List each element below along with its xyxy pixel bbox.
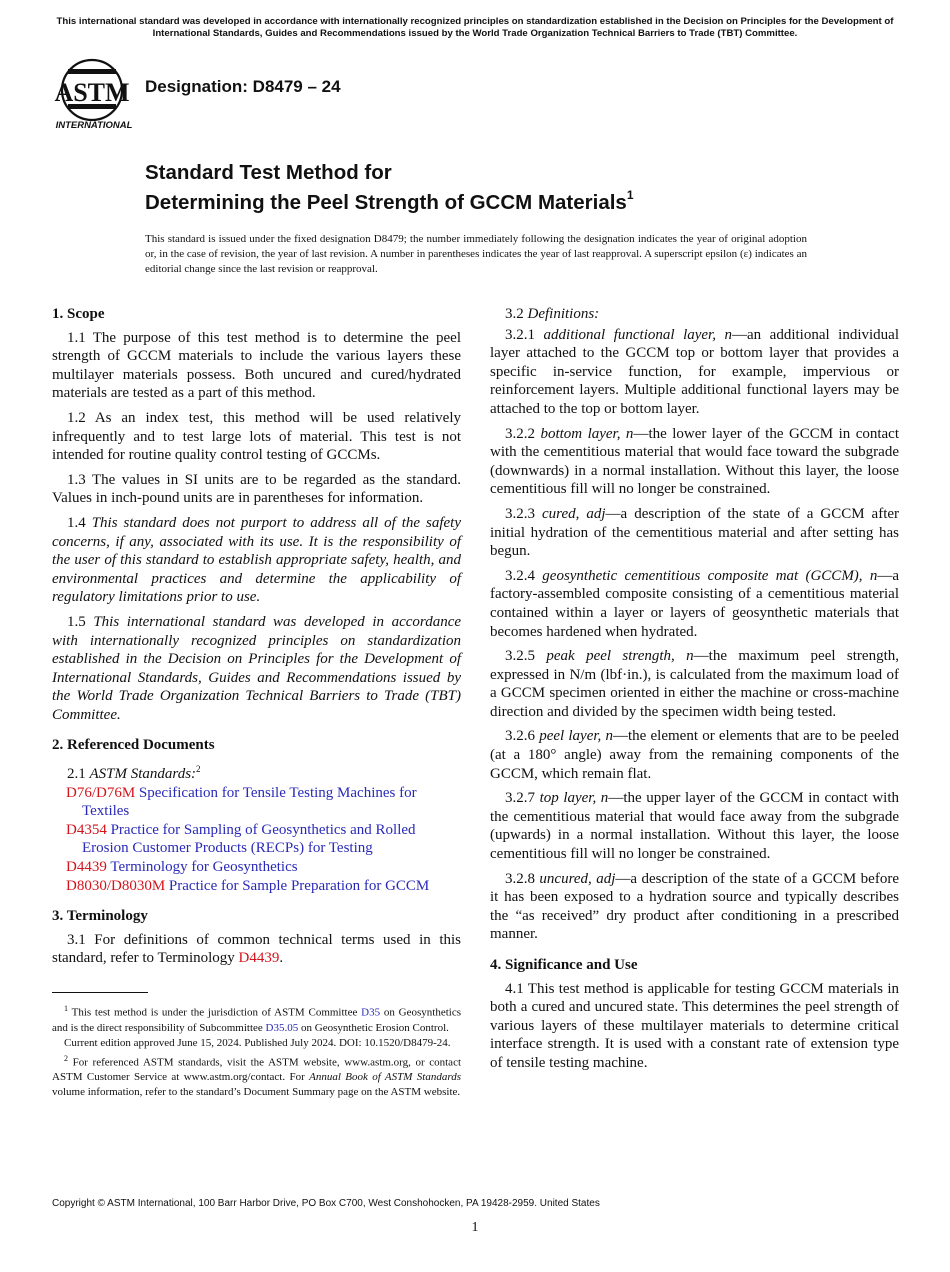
section-heading-significance: 4. Significance and Use bbox=[490, 957, 638, 973]
ref-item[interactable]: D8030/D8030M Practice for Sample Preparation for GCCM bbox=[66, 877, 430, 894]
footnote-link-d35[interactable]: D35 bbox=[361, 1006, 381, 1019]
ref-item[interactable]: D76/D76M Specification for Tensile Testing Machines for Textiles bbox=[66, 784, 417, 820]
title-text: Determining the Peel Strength of GCCM Materials bbox=[145, 190, 627, 214]
footnote-link-d35-05[interactable]: D35.05 bbox=[265, 1021, 299, 1034]
section-heading-referenced: 2. Referenced Documents bbox=[52, 737, 215, 754]
para-4-1: 4.1 This test method is applicable for testing GCCM materials in both a cured and uncured state. This determines the peel strength of various layers of these multilayer materials to determine critical interface strength. It is used with a constant rate of extension type of tensile testing machine. bbox=[490, 980, 899, 1071]
right-column bbox=[490, 305, 899, 1079]
section-heading-terminology: 3. Terminology bbox=[52, 908, 148, 925]
definition-3-2-7: 3.2.7 top layer, n—the upper layer of the GCCM in contact with the cementitious material that would face away from the subgrade (upwards) in a normal installation. Without this layer, the loose cementitious fill will no longer be constrained. bbox=[490, 790, 900, 863]
para-1-3: 1.3 The values in SI units are to be regarded as the standard. Values in inch-pound units are in parentheses for information. bbox=[52, 471, 461, 507]
title-footnote-ref[interactable]: 1 bbox=[626, 188, 634, 202]
astm-logo bbox=[54, 56, 134, 132]
para-1-4: 1.4 This standard does not purport to address all of the safety concerns, if any, associated with its use. It is the responsibility of the user of this standard to establish appropriate safety, health, and environmental practices and determine the applicability of regulatory limitations prior to use. bbox=[52, 514, 462, 606]
para-1-2: 1.2 As an index test, this method will be used relatively infrequently and to test large lots of material. This test is not intended for routine quality control testing of GCCMs. bbox=[52, 409, 461, 464]
definition-3-2-4: 3.2.4 geosynthetic cementitious composite mat (GCCM), n—a factory-assembled composite consisting of a cementitious material contained within a layer or layers of geosynthetic materials that becomes hardened when hydrated. bbox=[490, 567, 900, 640]
para-3-1: 3.1 For definitions of common technical terms used in this standard, refer to Terminology D4439. bbox=[52, 931, 461, 967]
title-line-1: Standard Test Method for bbox=[145, 161, 392, 184]
page-number: 1 bbox=[471, 1220, 479, 1235]
footnote-divider bbox=[52, 992, 148, 993]
definition-3-2-3: 3.2.3 cured, adj—a description of the state of a GCCM after initial hydration of the cementitious material and after setting has begun. bbox=[490, 505, 900, 560]
left-column bbox=[52, 305, 461, 974]
top-notice: This international standard was developed in accordance with internationally recognized principles on standardization established in the Decision on Principles for the Development of International Standards, Guides and Recommendations issued by the World Trade Organization Technical Barriers to Trade (TBT) Committee. bbox=[56, 16, 894, 39]
definition-3-2-2: 3.2.2 bottom layer, n—the lower layer of the GCCM in contact with the cementitious material that would face toward the subgrade (downwards) in a normal installation. Without this layer, the loose cementitious fill will no longer be constrained. bbox=[490, 425, 900, 498]
ref-item[interactable]: D4354 Practice for Sampling of Geosynthetics and Rolled Erosion Customer Products (RECPs) for Testing bbox=[66, 821, 416, 857]
para-1-1: 1.1 The purpose of this test method is to determine the peel strength of GCCM materials to include the various layers these multilayer materials possess. Both uncured and cured/hydrated materials are tested as a part of this method. bbox=[52, 329, 461, 402]
ref-item[interactable]: D4439 Terminology for Geosynthetics bbox=[66, 859, 298, 876]
logo-text: INTERNATIONAL bbox=[55, 120, 133, 131]
copyright: Copyright © ASTM International, 100 Barr Harbor Drive, PO Box C700, West Conshohocken, PA 19428-2959. United States bbox=[52, 1198, 600, 1209]
footnote-2: $^2$ For referenced ASTM standards, visit the ASTM website, www.astm.org, or contact ASTM Customer Service at www.astm.org/contact. For Annual Book of ASTM Standards volume information, refer to the standard’s Document Summary page on the ASTM website. bbox=[52, 1053, 462, 1099]
footnote-1: $^1$ This test method is under the jurisdiction of ASTM Committee D35 on Geosynthetics and is the direct responsibility of Subcommittee D35.05 on Geosynthetic Erosion Control. bbox=[52, 1004, 461, 1034]
para-2-1: 2.1 ASTM Standards:$^2$ bbox=[67, 764, 201, 783]
page-title bbox=[145, 160, 634, 215]
definition-3-2-6: 3.2.6 peel layer, n—the element or elements that are to be peeled (at a 180° angle) away from the remaining components of the GCCM, which remain flat. bbox=[490, 728, 899, 782]
issue-note: This standard is issued under the fixed designation D8479; the number immediately following the designation indicates the year of original adoption or, in the case of revision, the year of last revision. A number in parentheses indicates the year of last reapproval. A superscript epsilon (ε) indicates an editorial change since the last revision or reapproval. bbox=[145, 233, 807, 275]
designation: Designation: D8479 – 24 bbox=[145, 77, 341, 96]
terminology-link[interactable]: D4439 bbox=[238, 950, 280, 967]
title-line-2 bbox=[145, 185, 634, 215]
definition-3-2-1: 3.2.1 additional functional layer, n—an additional individual layer attached to the GCCM top or bottom layer that provides a specific in-service function, for example, impervious or reinforcement layers. Multiple additional functional layers may be attached to the top or bottom layer. bbox=[490, 326, 900, 417]
footnotes bbox=[52, 1001, 461, 1100]
footnote-1-edition: Current edition approved June 15, 2024. Published July 2024. DOI: 10.1520/D8479-24. bbox=[64, 1036, 451, 1049]
svg-text:ASTM: ASTM bbox=[54, 78, 130, 107]
definition-3-2-8: 3.2.8 uncured, adj—a description of the state of a GCCM before it has been exposed to a hydration source and typically describes the “as received” dry product after conditioning in a prescribed manner. bbox=[490, 870, 899, 943]
section-heading-scope: 1. Scope bbox=[52, 306, 105, 322]
definition-3-2-5: 3.2.5 peak peel strength, n—the maximum peel strength, expressed in N/m (lbf·in.), is calculated from the maximum load of a GCCM specimen oriented in either the machine or cross-machine direction and divided by the specimen width being tested. bbox=[490, 648, 899, 720]
para-1-5: 1.5 This international standard was developed in accordance with internationally recognized principles on standardization established in the Decision on Principles for the Development of International Standards, Guides and Recommendations issued by the World Trade Organization Technical Barriers to Trade (TBT) Committee. bbox=[52, 613, 462, 723]
para-3-2: 3.2 Definitions: bbox=[505, 306, 600, 322]
